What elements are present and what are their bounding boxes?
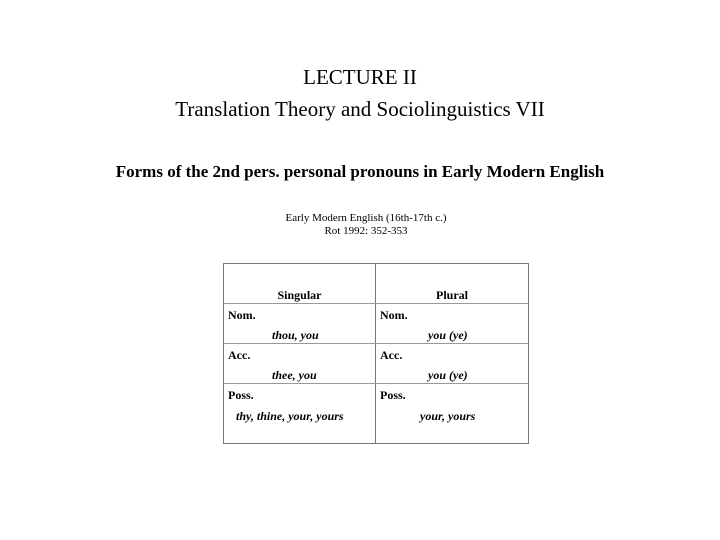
column-header-singular: Singular xyxy=(277,288,322,302)
form-possessive-plural: your, yours xyxy=(420,409,476,423)
row-divider xyxy=(224,303,528,304)
figure-caption-period: Early Modern English (16th-17th c.) xyxy=(285,212,447,224)
form-nominative-singular: thou, you xyxy=(272,328,319,342)
form-accusative-plural: you (ye) xyxy=(428,368,468,382)
page-title: LECTURE II xyxy=(303,65,417,89)
case-label-accusative-plural: Acc. xyxy=(380,348,403,362)
pronoun-table xyxy=(223,263,529,444)
row-divider xyxy=(224,343,528,344)
figure-caption-source: Rot 1992: 352-353 xyxy=(324,225,408,237)
case-label-nominative-plural: Nom. xyxy=(380,308,408,322)
form-accusative-singular: thee, you xyxy=(272,368,317,382)
case-label-nominative-singular: Nom. xyxy=(228,308,256,322)
case-label-accusative-singular: Acc. xyxy=(228,348,251,362)
course-title: Translation Theory and Sociolinguistics VII xyxy=(175,97,545,121)
case-label-possessive-singular: Poss. xyxy=(228,388,254,402)
form-nominative-plural: you (ye) xyxy=(428,328,468,342)
row-divider xyxy=(224,383,528,384)
column-header-plural: Plural xyxy=(436,288,468,302)
form-possessive-singular: thy, thine, your, yours xyxy=(236,409,344,423)
case-label-possessive-plural: Poss. xyxy=(380,388,406,402)
slide-subtitle: Forms of the 2nd pers. personal pronouns in Early Modern English xyxy=(115,162,605,181)
